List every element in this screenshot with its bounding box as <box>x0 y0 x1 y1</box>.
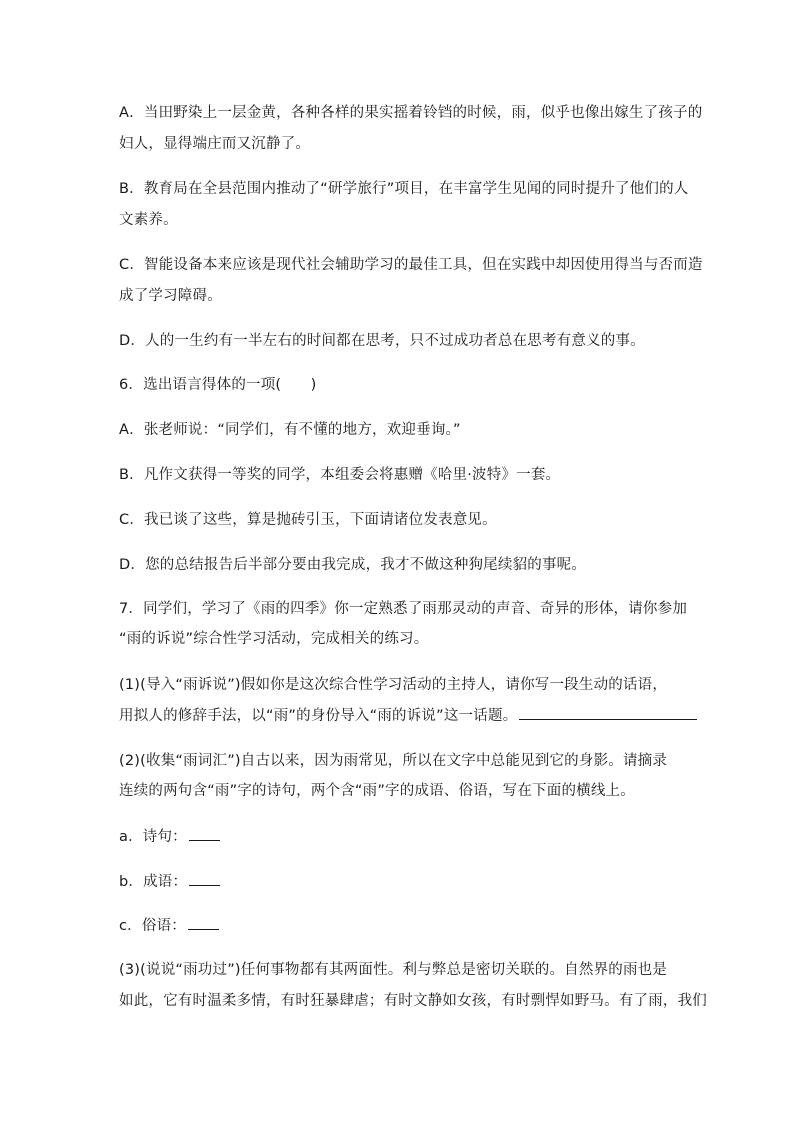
q7-part-1-line-2 <box>119 705 697 726</box>
question-7-line-1: 7．同学们，学习了《雨的四季》你一定熟悉了雨那灵动的声音、奇异的形体，请你参加 <box>119 601 688 617</box>
option-c-line-1: C．智能设备本来应该是现代社会辅助学习的最佳工具，但在实践中却因使用得当与否而造 <box>119 257 703 273</box>
idiom-blank[interactable] <box>189 871 220 886</box>
question-6-stem: 6．选出语言得体的一项( ) <box>119 377 317 393</box>
poem-answer-line <box>119 826 220 847</box>
option-a-line-2: 妇人，显得端庄而又沉静了。 <box>119 136 311 152</box>
q6-option-a: A．张老师说：“同学们，有不懂的地方，欢迎垂询。” <box>119 422 461 438</box>
option-c-line-2: 成了学习障碍。 <box>119 288 222 304</box>
option-b-line-2: 文素养。 <box>119 212 178 228</box>
q6-option-c: C．我已谈了这些，算是抛砖引玉，下面请诸位发表意见。 <box>119 512 497 528</box>
q7-part-2-line-2: 连续的两句含“雨”字的诗句，两个含“雨”字的成语、俗语，写在下面的横线上。 <box>119 783 635 799</box>
q7-part-3-line-1: (3)(说说“雨功过”)任何事物都有其两面性。利与弊总是密切关联的。自然界的雨也是 <box>119 962 668 978</box>
q7-part-2-line-1: (2)(收集“雨词汇”)自古以来，因为雨常见，所以在文字中总能见到它的身影。请摘录 <box>119 753 668 769</box>
q7-part-3-line-2: 如此，它有时温柔多情，有时狂暴肆虐；有时文静如女孩，有时剽悍如野马。有了雨，我们 <box>119 993 707 1009</box>
q6-option-d: D．您的总结报告后半部分要由我完成，我才不做这种狗尾续貂的事呢。 <box>119 557 587 573</box>
proverb-blank[interactable] <box>188 915 219 930</box>
idiom-answer-line <box>119 871 220 892</box>
idiom-label: b．成语： <box>119 874 188 890</box>
q6-option-b: B．凡作文获得一等奖的同学，本组委会将惠赠《哈里·波特》一套。 <box>119 467 561 483</box>
option-a-line-1: A．当田野染上一层金黄，各种各样的果实摇着铃铛的时候，雨，似乎也像出嫁生了孩子的 <box>119 105 703 121</box>
q7-part-1-text: 用拟人的修辞手法，以“雨”的身份导入“雨的诉说”这一话题。 <box>119 708 518 724</box>
option-b-line-1: B．教育局在全县范围内推动了“研学旅行”项目，在丰富学生见闻的同时提升了他们的人 <box>119 181 689 197</box>
poem-label: a．诗句： <box>119 829 187 845</box>
answer-blank-long[interactable] <box>519 705 697 720</box>
proverb-label: c．俗语： <box>119 918 186 934</box>
q7-part-1-line-1: (1)(导入“雨诉说”)假如你是这次综合性学习活动的主持人，请你写一段生动的话语， <box>119 677 668 693</box>
question-7-line-2: “雨的诉说”综合性学习活动，完成相关的练习。 <box>119 631 429 647</box>
proverb-answer-line <box>119 915 219 936</box>
poem-blank[interactable] <box>189 826 220 841</box>
option-d-line: D．人的一生约有一半左右的时间都在思考，只不过成功者总在思考有意义的事。 <box>119 333 645 349</box>
